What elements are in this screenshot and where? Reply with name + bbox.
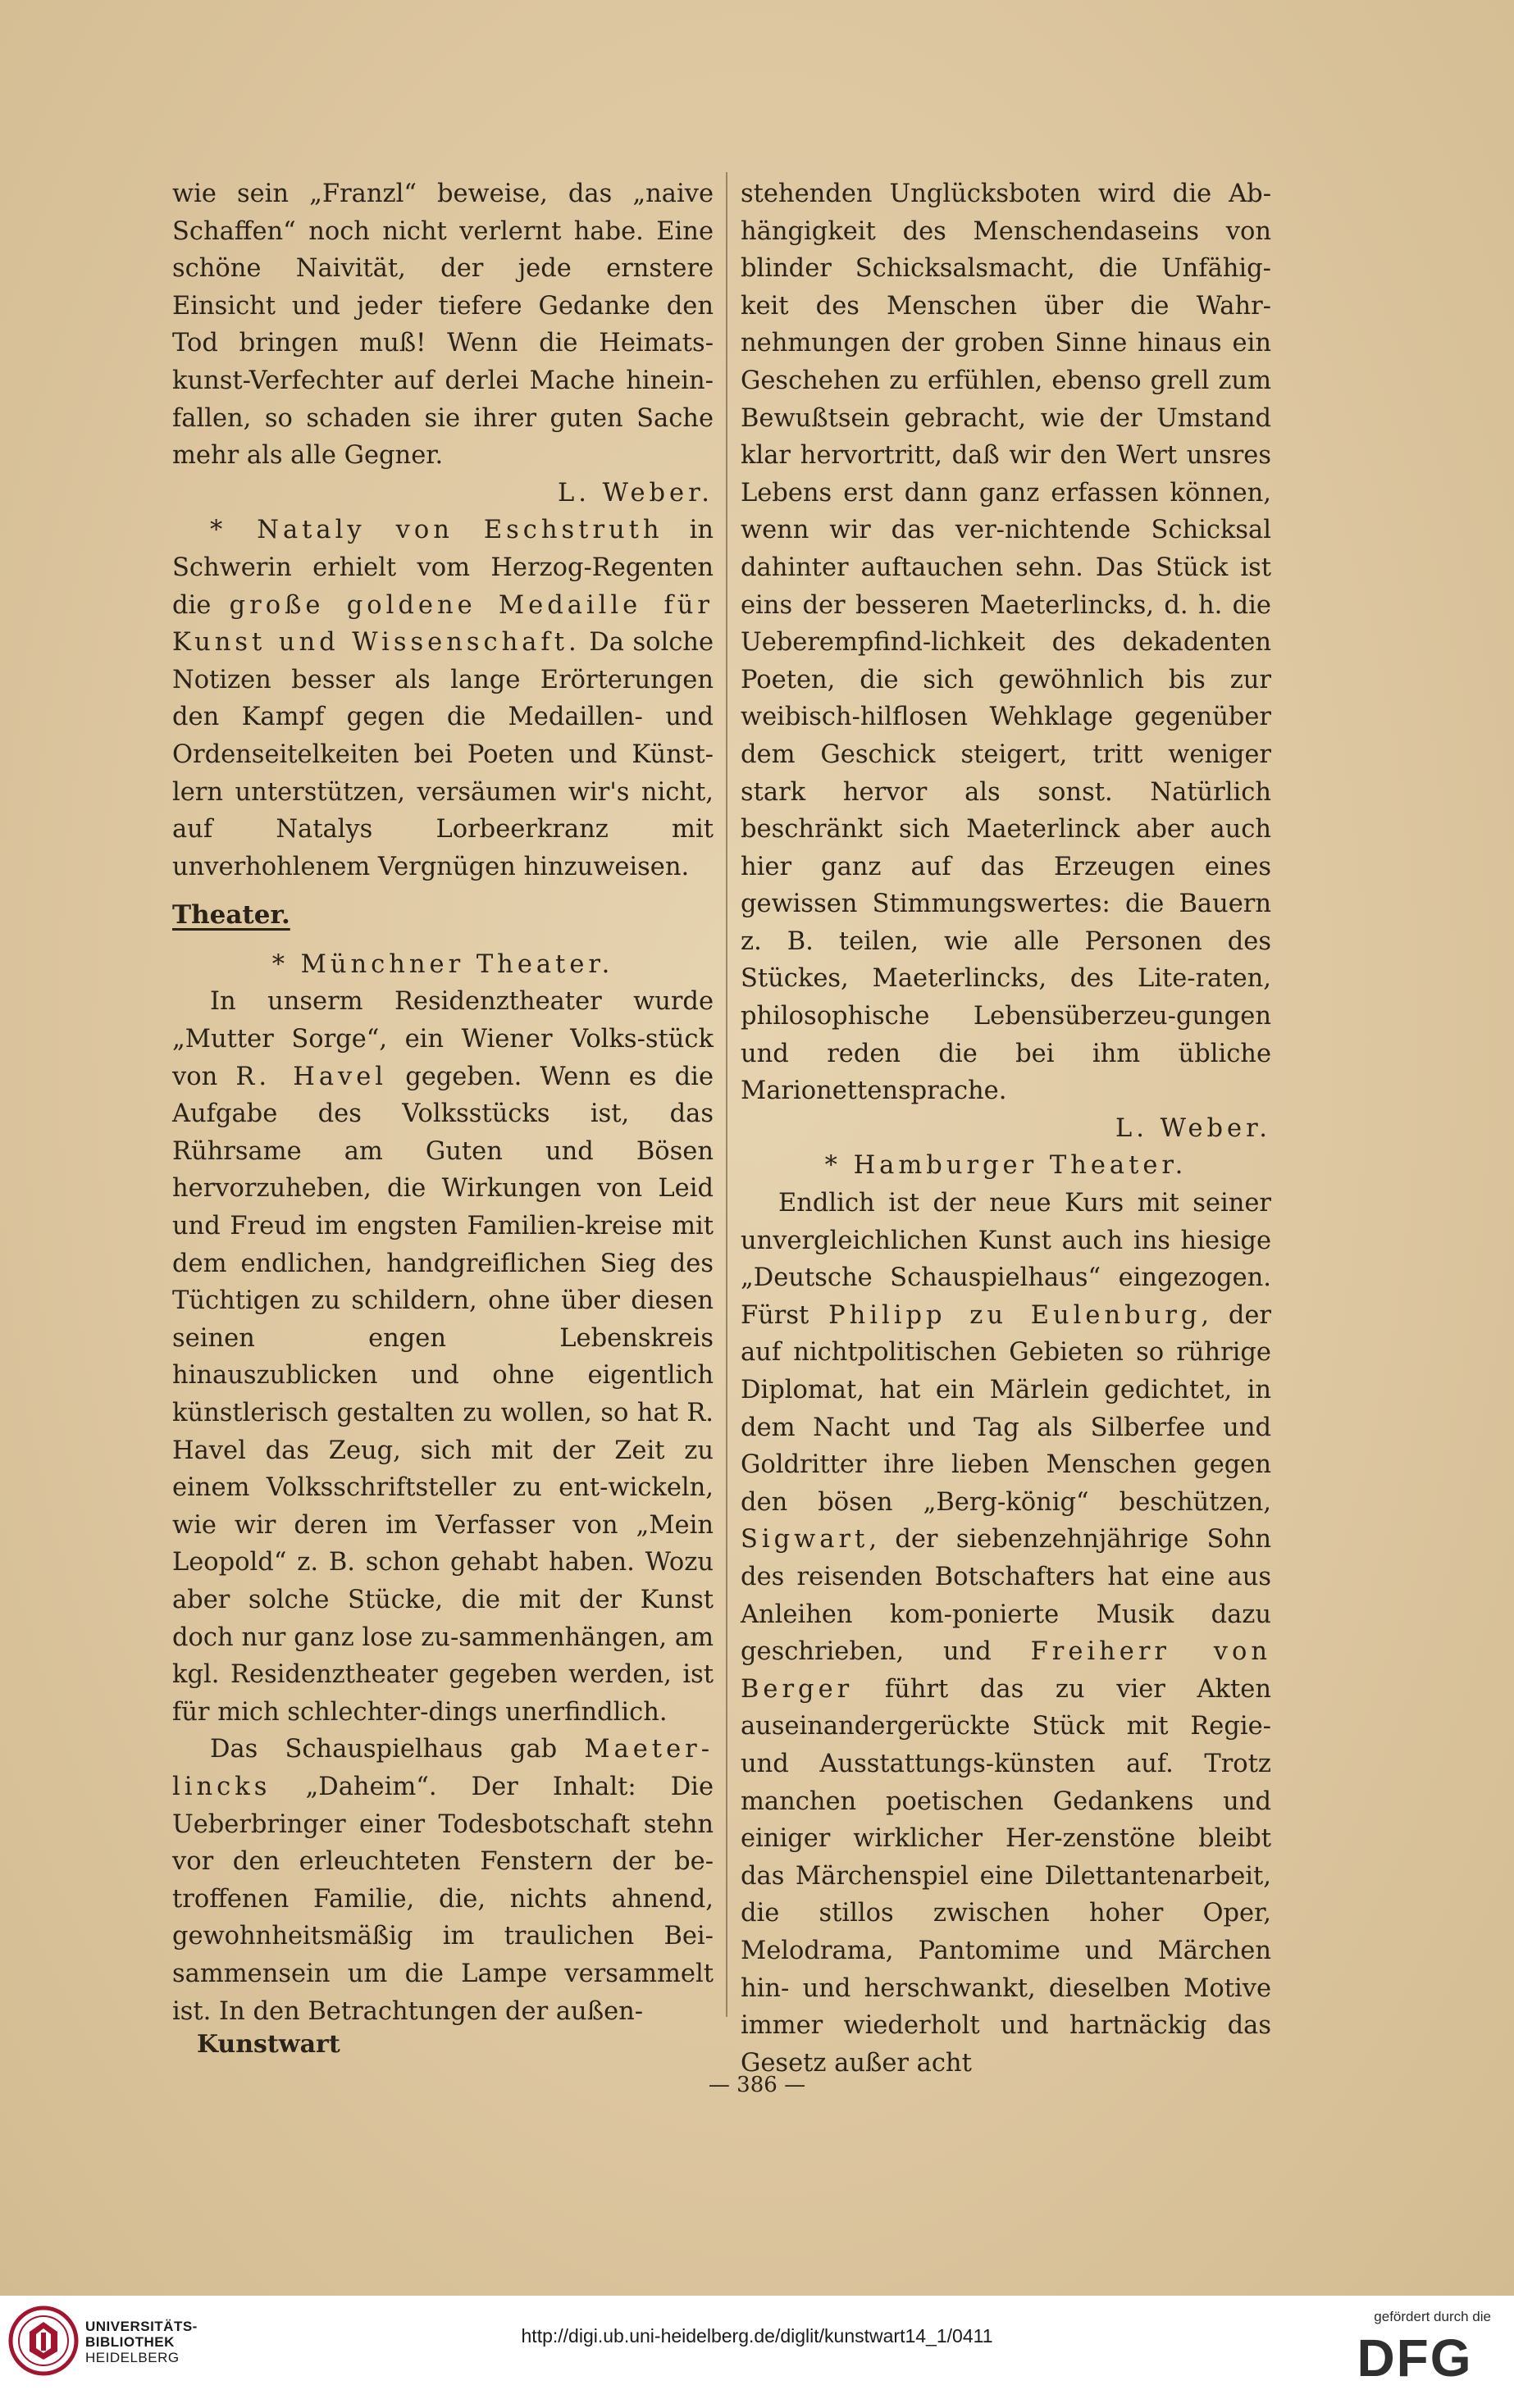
dfg-logo-icon[interactable] xyxy=(1337,2330,1493,2384)
viewer-footer xyxy=(0,2296,1514,2408)
university-name-line: BIBLIOTHEK xyxy=(85,2334,175,2350)
column-divider xyxy=(726,172,727,2017)
author-signature: L. Weber. xyxy=(1115,1113,1271,1143)
paragraph: wie sein „Franzl“ beweise, das „naive Schaffen“ noch nicht verlernt habe. Eine schöne Naivität, der jede ernstere Einsicht und jeder tiefere Gedanke den Tod bringen muß! Wenn die Heimats-kunst-Verfechter auf derlei Mache hinein-fallen, so schaden sie ihrer guten Sache mehr als alle Gegner. xyxy=(172,180,714,471)
left-column xyxy=(172,175,714,2030)
paragraph: * Nataly von Eschstruth in Schwerin erhielt vom Herzog-Regenten die große goldene Medaille für Kunst und Wissenschaft. Da solche Notizen besser als lange Erörterungen den Kampf gegen die Medaillen- und Ordenseitelkeiten bei Poeten und Künst-lern unterstützen, versäumen wir's nicht, auf Natalys Lorbeerkranz mit unverhohlenem Vergnügen hinzuweisen. xyxy=(172,516,714,881)
section-heading: Theater. xyxy=(172,900,290,931)
emphasized-text: große goldene Medaille für Kunst und Wissenschaft. xyxy=(172,590,714,658)
dfg-logo-text: DFG xyxy=(1357,2330,1473,2384)
emphasized-text: Maeter-lincks xyxy=(172,1735,714,1801)
page-number: — 386 — xyxy=(708,2073,806,2097)
author-signature: L. Weber. xyxy=(557,478,714,508)
emphasized-text: Sigwart xyxy=(741,1525,869,1555)
university-name-line: HEIDELBERG xyxy=(85,2350,180,2365)
paragraph: In unserm Residenztheater wurde „Mutter Sorge“, ein Wiener Volks-stück von R. Havel gegeben. Wenn es die Aufgabe des Volksstücks ist, das Rührsame am Guten und Bösen hervorzuheben, die Wirkungen von Leid und Freud im engsten Familien-kreise mit dem endlichen, handgreiflichen Sieg des Tüchtigen zu schildern, ohne über diesen seinen engen Lebenskreis hinauszublicken und ohne eigentlich künstlerisch gestalten zu wollen, so hat R. Havel das Zeug, sich mit der Zeit zu einem Volksschriftsteller zu ent-wickeln, wie wir deren im Verfasser von „Mein Leopold“ z. B. schon gehabt haben. Wozu aber solche Stücke, die mit der Kunst doch nur ganz lose zu-sammenhängen, am kgl. Residenztheater gegeben werden, ist für mich schlechter-dings unerfindlich. xyxy=(172,987,714,1727)
emphasized-text: R. Havel xyxy=(235,1062,388,1091)
paragraph: Endlich ist der neue Kurs mit seiner unvergleichlichen Kunst auch ins hiesige „Deutsche Schauspielhaus“ eingezogen. Fürst Philipp zu Eulenburg, der auf nichtpolitischen Gebieten so rührige Diplomat, hat ein Märlein gedichtet, in dem Nacht und Tag als Silberfee und Goldritter ihre lieben Menschen gegen den bösen „Berg-könig“ beschützen, Sigwart, der siebenzehnjährige Sohn des reisenden Botschafters hat eine aus Anleihen kom-ponierte Musik dazu geschrieben, und Freiherr von Berger führt das zu vier Akten auseinandergerückte Stück mit Regie- und Ausstattungs-künsten auf. Trotz manchen poetischen Gedankens und einiger wirklicher Her-zenstöne bleibt das Märchenspiel eine Dilettantenarbeit, die stillos zwischen hoher Oper, Melodrama, Pantomime und Märchen hin- und herschwankt, dieselben Motive immer wiederholt und hartnäckig das Gesetz außer acht xyxy=(741,1189,1271,2078)
paragraph: Das Schauspielhaus gab Maeter-lincks „Daheim“. Der Inhalt: Die Ueberbringer einer Todesbotschaft stehn vor den erleuchteten Fenstern der be-troffenen Familie, die, nichts ahnend, gewohnheitsmäßig im traulichen Bei-sammensein um die Lampe versammelt ist. In den Betrachtungen der außen- xyxy=(172,1735,714,2026)
subsection-heading: * Münchner Theater. xyxy=(271,949,614,979)
permalink[interactable]: http://digi.ub.uni-heidelberg.de/diglit/kunstwart14_1/0411 xyxy=(521,2325,993,2347)
right-column xyxy=(741,175,1271,2082)
emphasized-text: Freiherr von Berger xyxy=(741,1637,1271,1704)
subsection-heading: * Hamburger Theater. xyxy=(824,1151,1188,1181)
university-name-line: UNIVERSITÄTS- xyxy=(85,2319,198,2334)
paragraph: stehenden Unglücksboten wird die Ab-hängigkeit des Menschendaseins von blinder Schicksalsmacht, die Unfähig-keit des Menschen über die Wahr-nehmungen der groben Sinne hinaus ein Geschehen zu erfühlen, ebenso grell zum Bewußtsein gebracht, wie der Umstand klar hervortritt, daß wir den Wert unsres Lebens erst dann ganz erfassen können, wenn wir das ver-nichtende Schicksal dahinter auftauchen sehn. Das Stück ist eins der besseren Maeterlincks, d. h. die Ueberempfind-lichkeit des dekadenten Poeten, die sich gewöhnlich bis zur weibisch-hilflosen Wehklage gegenüber dem Geschick steigert, tritt weniger stark hervor als sonst. Natürlich beschränkt sich Maeterlinck aber auch hier ganz auf das Erzeugen eines gewissen Stimmungswertes: die Bauern z. B. teilen, wie alle Personen des Stückes, Maeterlincks, des Lite-raten, philosophische Lebensüberzeu-gungen und reden die bei ihm übliche Marionettensprache. xyxy=(741,180,1271,1106)
notice-lead: * Nataly von Eschstruth xyxy=(210,516,664,545)
emphasized-text: Philipp zu Eulenburg xyxy=(828,1300,1202,1330)
funder-caption: gefördert durch die xyxy=(1374,2309,1491,2324)
journal-name: Kunstwart xyxy=(197,2030,340,2059)
